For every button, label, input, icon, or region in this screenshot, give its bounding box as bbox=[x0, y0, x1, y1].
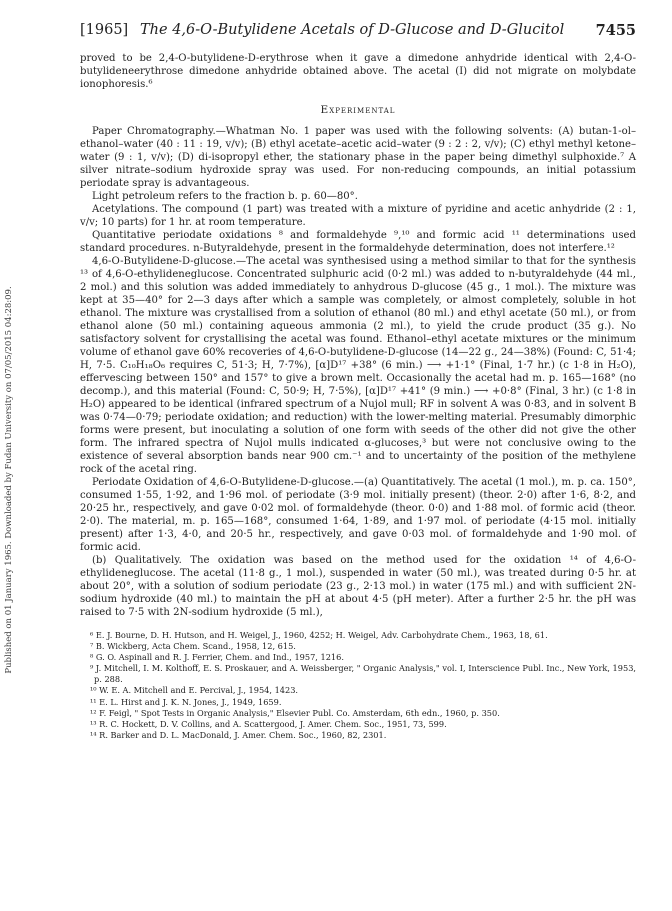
paragraph-paper-chromatography: Paper Chromatography.—Whatman No. 1 paper was used with the following solvents: (A) butan-1-ol–ethanol–water (40 : 11 : 19, v/v); (B) ethyl acetate–acetic acid–water (9 : 2 : 2, v/v); (C) ethyl methyl ketone–water (9 : 1, v/v); (D) di-isopropyl ether, the stationary phase in the paper being dimethyl sulphoxide.⁷ A silver nitrate–sodium hydroxide spray was used. For non-reducing compounds, an initial potassium periodate spray is advantageous. bbox=[80, 126, 636, 189]
paragraph-periodate-qualitative: (b) Qualitatively. The oxidation was based on the method used for the oxidation ¹⁴ of 4,6-O-ethylideneglucose. The acetal (11·8 g., 1 mol.), suspended in water (50 ml.), was treated during 0·5 hr. at about 20°, with a solution of sodium periodate (23 g., 2·13 mol.) in water (175 ml.) and with sufficient 2N-sodium hydroxide (40 ml.) to maintain the pH at about 4·5 (pH meter). After a further 2·5 hr. the pH was raised to 7·5 with 2N-sodium hydroxide (5 ml.), bbox=[80, 555, 636, 618]
footnotes bbox=[80, 630, 636, 741]
download-notice bbox=[2, 150, 16, 810]
paragraph-butylidene-glucose: 4,6-O-Butylidene-D-glucose.—The acetal was synthesised using a method similar to that for the synthesis ¹³ of 4,6-O-ethylideneglucose. Concentrated sulphuric acid (0·2 ml.) was added to n-butyraldehyde (44 ml., 2 mol.) and this solution was added immediately to anhydrous D-glucose (45 g., 1 mol.). The mixture was kept at 35—40° for 2—3 days after which a sample was completely, or almost completely, soluble in hot ethanol. The mixture was crystallised from a solution of ethanol (80 ml.) and ethyl acetate (50 ml.), or from ethanol alone (50 ml.) containing aqueous ammonia (2 ml.), to yield the crude product (35 g.). No satisfactory solvent for crystallising the acetal was found. Ethanol–ethyl acetate mixtures or the minimum volume of ethanol gave 60% recoveries of 4,6-O-butylidene-D-glucose (14—22 g., 24—38%) (Found: C, 51·4; H, 7·5. C₁₀H₁₈O₆ requires C, 51·3; H, 7·7%), [α]D¹⁷ +38° (6 min.) ⟶ +1·1° (Final, 1·7 hr.) (c 1·8 in H₂O), effervescing between 150° and 157° to give a brown melt. Occasionally the acetal had m. p. 165—168° (no decomp.), and this material (Found: C, 50·9; H, 7·5%), [α]D¹⁷ +41° (9 min.) ⟶ +0·8° (Final, 3 hr.) (c 1·8 in H₂O) appeared to be identical (infrared spectrum of a Nujol mull; RF in solvent A was 0·83, and in solvent B was 0·74—0·79; periodate oxidation; and reduction) with the lower-melting material. Presumably dimorphic forms were present, but inoculating a solution of one form with seeds of the other did not give the other form. The infrared spectra of Nujol mulls indicated α-glucoses,³ but were not conclusive owing to the existence of several absorption bands near 900 cm.⁻¹ and to uncertainty of the position of the methylene rock of the acetal ring. bbox=[80, 256, 636, 475]
paragraph-acetylations: Acetylations. The compound (1 part) was treated with a mixture of pyridine and acetic anhydride (2 : 1, v/v; 10 parts) for 1 hr. at room temperature. bbox=[80, 204, 636, 228]
footnote-12: ¹² F. Feigl, " Spot Tests in Organic Analysis," Elsevier Publ. Co. Amsterdam, 6th edn., 1960, p. 350. bbox=[90, 707, 500, 718]
paragraph-periodate-determinations: Quantitative periodate oxidations ⁸ and formaldehyde ⁹,¹⁰ and formic acid ¹¹ determinations used standard procedures. n-Butyraldehyde, present in the formaldehyde determination, does not interfere.¹² bbox=[80, 230, 636, 254]
footnote-6: ⁶ E. J. Bourne, D. H. Hutson, and H. Weigel, J., 1960, 4252; H. Weigel, Adv. Carbohydrate Chem., 1963, 18, 61. bbox=[90, 630, 548, 640]
header-page-number: 7455 bbox=[595, 22, 636, 39]
header-year: [1965] bbox=[80, 22, 129, 38]
footnote-7: ⁷ B. Wickberg, Acta Chem. Scand., 1958, 12, 615. bbox=[90, 641, 296, 652]
footnote-9: ⁹ J. Mitchell, I. M. Kolthoff, E. S. Proskauer, and A. Weissberger, " Organic Analysis," vol. I, Interscience Publ. Inc., New York, 1953, p. 288. bbox=[90, 663, 636, 685]
article-page bbox=[80, 22, 636, 741]
section-title-experimental: Experimental bbox=[320, 104, 396, 116]
download-notice-text: Published on 01 January 1965. Downloaded by Fudan University on 07/05/2015 04:28:09. bbox=[4, 286, 14, 674]
footnote-8: ⁸ G. O. Aspinall and R. J. Ferrier, Chem. and Ind., 1957, 1216. bbox=[90, 652, 344, 663]
header-title: The 4,6-O-Butylidene Acetals of D-Glucose and D-Glucitol bbox=[140, 22, 565, 38]
running-header bbox=[80, 22, 636, 46]
intro-paragraph: proved to be 2,4-O-butylidene-D-erythrose when it gave a dimedone anhydride identical with 2,4-O-butylideneerythrose dimedone anhydride obtained above. The acetal (I) did not migrate on molybdate ionophoresis.⁶ bbox=[80, 53, 636, 90]
footnote-13: ¹³ R. C. Hockett, D. V. Collins, and A. Scattergood, J. Amer. Chem. Soc., 1951, 73, 599. bbox=[90, 718, 447, 729]
footnote-14: ¹⁴ R. Barker and D. L. MacDonald, J. Amer. Chem. Soc., 1960, 82, 2301. bbox=[90, 729, 387, 740]
paragraph-periodate-quantitative: Periodate Oxidation of 4,6-O-Butylidene-D-glucose.—(a) Quantitatively. The acetal (1 mol.), m. p. ca. 150°, consumed 1·55, 1·92, and 1·96 mol. of periodate (3·9 mol. initially present) (theor. 2·0) after 1·6, 8·2, and 20·25 hr., respectively, and gave 0·02 mol. of formaldehyde (theor. 0·0) and 1·88 mol. of formic acid (theor. 2·0). The material, m. p. 165—168°, consumed 1·64, 1·89, and 1·97 mol. of periodate (4·15 mol. initially present) after 1·3, 4·0, and 20·5 hr., respectively, and gave 0·03 mol. of formaldehyde and 1·90 mol. of formic acid. bbox=[80, 477, 636, 553]
footnote-10: ¹⁰ W. E. A. Mitchell and E. Percival, J., 1954, 1423. bbox=[90, 685, 299, 696]
paragraph-light-petroleum: Light petroleum refers to the fraction b. p. 60—80°. bbox=[92, 191, 358, 202]
footnote-11: ¹¹ E. L. Hirst and J. K. N. Jones, J., 1949, 1659. bbox=[90, 696, 282, 707]
